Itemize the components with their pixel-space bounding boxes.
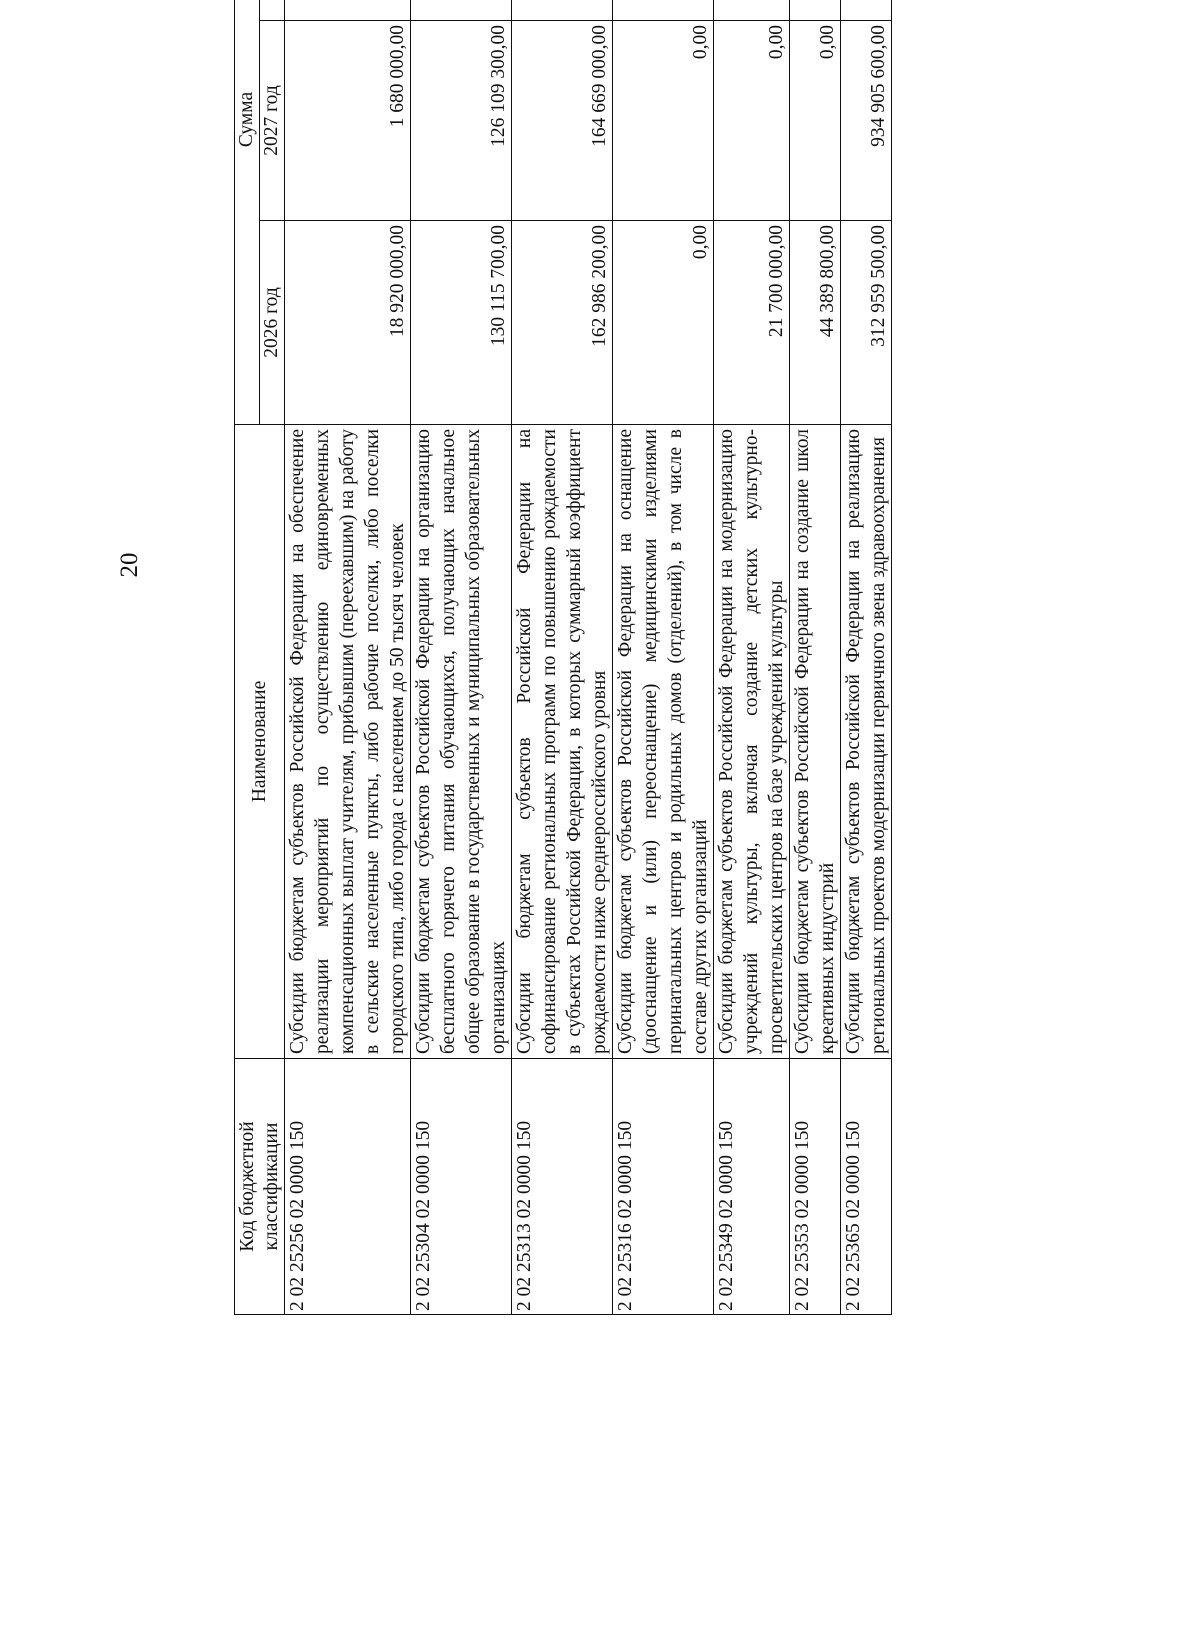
header-year-2026: 2026 год (260, 221, 285, 425)
header-year-2027: 2027 год (260, 21, 285, 221)
row-amount-2028 (285, 0, 411, 21)
rotated-page-content (100, 0, 1110, 1315)
row-amount-2027: 0,00 (714, 21, 790, 221)
table-row (411, 0, 512, 1315)
row-amount-2027: 1 680 000,00 (285, 21, 411, 221)
page-number: 20 (116, 552, 143, 578)
row-code: 2 02 25304 02 0000 150 (411, 1059, 512, 1315)
row-amount-2027: 0,00 (790, 21, 841, 221)
row-name: Субсидии бюджетам субъектов Российской Федерации на модернизацию учреждений культуры, включая создание детских культурно-просветительских центров на базе учреждений культуры (714, 425, 790, 1059)
row-code: 2 02 25256 02 0000 150 (285, 1059, 411, 1315)
row-amount-2028 (714, 0, 790, 21)
row-code: 2 02 25313 02 0000 150 (512, 1059, 613, 1315)
table-body (285, 0, 892, 1315)
row-amount-2027: 164 669 000,00 (512, 21, 613, 221)
row-amount-2028 (613, 0, 714, 21)
table-row (613, 0, 714, 1315)
row-code: 2 02 25349 02 0000 150 (714, 1059, 790, 1315)
row-amount-2026: 21 700 000,00 (714, 221, 790, 425)
row-amount-2026: 0,00 (613, 221, 714, 425)
table-row (512, 0, 613, 1315)
row-name: Субсидии бюджетам субъектов Российской Федерации на реализацию региональных проектов модернизации первичного звена здравоохранения (841, 425, 892, 1059)
budget-table (234, 0, 892, 1315)
header-name: Наименование (235, 425, 285, 1059)
row-amount-2026: 18 920 000,00 (285, 221, 411, 425)
table-row (790, 0, 841, 1315)
table-row (285, 0, 411, 1315)
row-name: Субсидии бюджетам субъектов Российской Федерации на софинансирование региональных программ по повышению рождаемости в субъектах Российской Федерации, в которых суммарный коэффициент рождаемости ниже среднероссийского уровня (512, 425, 613, 1059)
header-code: Код бюджетной классификации (235, 1059, 285, 1315)
row-amount-2028 (790, 0, 841, 21)
row-name: Субсидии бюджетам субъектов Российской Федерации на создание школ креативных индустрий (790, 425, 841, 1059)
row-amount-2027: 934 905 600,00 (841, 21, 892, 221)
row-name: Субсидии бюджетам субъектов Российской Федерации на организацию бесплатного горячего питания обучающихся, получающих начальное общее образование в государственных и муниципальных образовательных организациях (411, 425, 512, 1059)
row-amount-2026: 312 959 500,00 (841, 221, 892, 425)
row-name: Субсидии бюджетам субъектов Российской Федерации на оснащение (дооснащение и (или) переоснащение) медицинскими изделиями перинатальных центров и родильных домов (отделений), в том числе в составе других организаций (613, 425, 714, 1059)
table-row (841, 0, 892, 1315)
row-code: 2 02 25353 02 0000 150 (790, 1059, 841, 1315)
row-code: 2 02 25316 02 0000 150 (613, 1059, 714, 1315)
row-amount-2026: 130 115 700,00 (411, 221, 512, 425)
row-amount-2026: 162 986 200,00 (512, 221, 613, 425)
row-amount-2027: 126 109 300,00 (411, 21, 512, 221)
table-header (235, 0, 285, 1315)
header-row-main (235, 0, 260, 1315)
table-row (714, 0, 790, 1315)
row-amount-2028 (841, 0, 892, 21)
row-amount-2028 (512, 0, 613, 21)
header-sum: Сумма (235, 0, 260, 425)
row-amount-2027: 0,00 (613, 21, 714, 221)
row-name: Субсидии бюджетам субъектов Российской Федерации на обеспечение реализации мероприятий по осуществлению единовременных компенсационных выплат учителям, прибывшим (переехавшим) на работу в сельские населенные пункты, либо рабочие поселки, либо поселки городского типа, либо города с населением до 50 тысяч человек (285, 425, 411, 1059)
header-year-2028 (260, 0, 285, 21)
row-code: 2 02 25365 02 0000 150 (841, 1059, 892, 1315)
row-amount-2026: 44 389 800,00 (790, 221, 841, 425)
row-amount-2028 (411, 0, 512, 21)
